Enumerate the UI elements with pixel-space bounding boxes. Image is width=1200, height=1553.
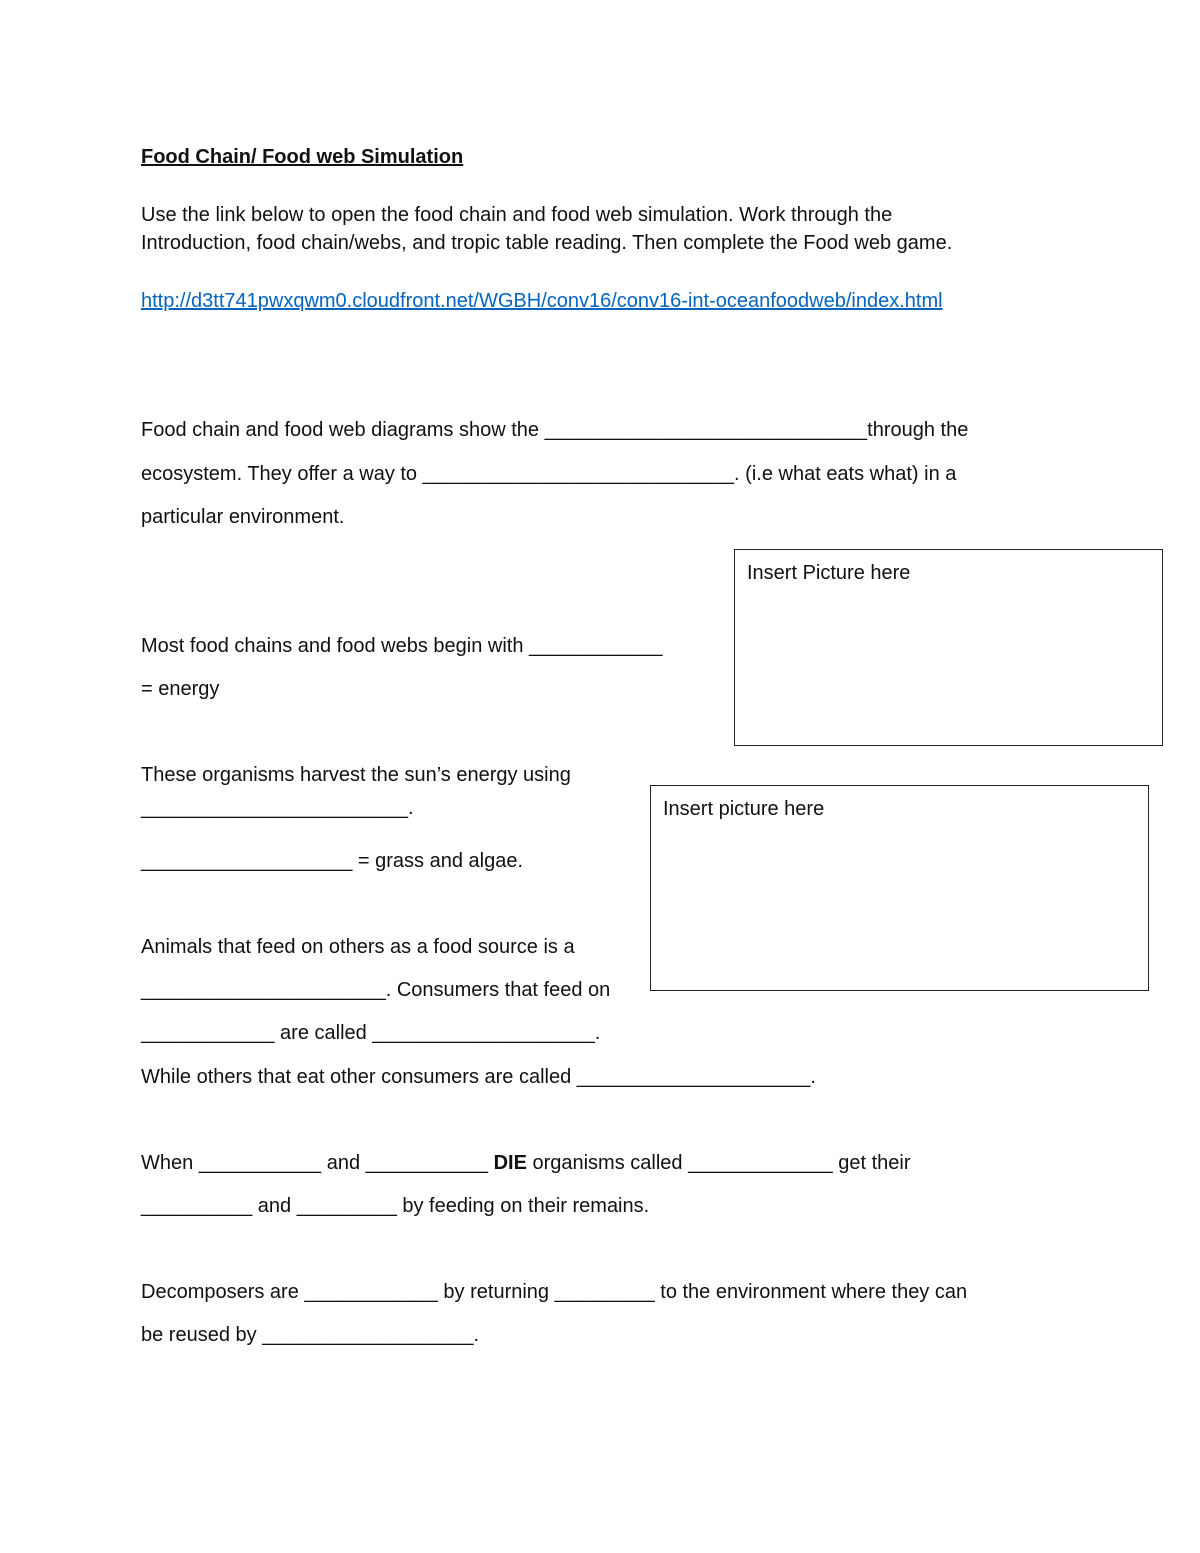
question-3-line-2: ________________________. [141,797,414,819]
simulation-link[interactable]: http://d3tt741pwxqwm0.cloudfront.net/WGBH/conv16/conv16-int-oceanfoodweb/index.html [141,290,943,312]
question-6-line-2: be reused by ___________________. [141,1324,480,1346]
page-title: Food Chain/ Food web Simulation [141,146,464,168]
question-5-line-1-start: When ___________ and ___________ [141,1152,494,1174]
question-1-line-1: Food chain and food web diagrams show the _____________________________through the [141,419,969,441]
question-3-line-3: ___________________ = grass and algae. [141,850,524,872]
question-1-line-3: particular environment. [141,506,345,528]
question-3-line-1: These organisms harvest the sun’s energy using [141,764,571,786]
question-2-line-1: Most food chains and food webs begin with ____________ [141,635,663,657]
question-1-line-2: ecosystem. They offer a way to ____________________________. (i.e what eats what) in a [141,463,957,485]
question-6-line-1: Decomposers are ____________ by returning _________ to the environment where they can [141,1281,968,1303]
question-5-line-1 [141,1150,911,1176]
question-4-line-4: While others that eat other consumers are called _____________________. [141,1066,816,1088]
picture-placeholder-2-label: Insert picture here [663,798,825,820]
die-emphasis: DIE [493,1152,527,1174]
picture-placeholder-1-label: Insert Picture here [747,562,911,584]
intro-line-2: Introduction, food chain/webs, and tropic table reading. Then complete the Food web game. [141,232,953,254]
question-4-line-1: Animals that feed on others as a food source is a [141,936,575,958]
question-5-line-2: __________ and _________ by feeding on their remains. [141,1195,650,1217]
question-4-line-2: ______________________. Consumers that feed on [141,979,611,1001]
picture-placeholder-2[interactable] [650,785,1149,991]
picture-placeholder-1[interactable] [734,549,1163,746]
question-5-line-1-end: organisms called _____________ get their [526,1152,911,1174]
question-2-line-2: = energy [141,678,220,700]
intro-line-1: Use the link below to open the food chain and food web simulation. Work through the [141,204,893,226]
question-4-line-3: ____________ are called ____________________. [141,1022,601,1044]
